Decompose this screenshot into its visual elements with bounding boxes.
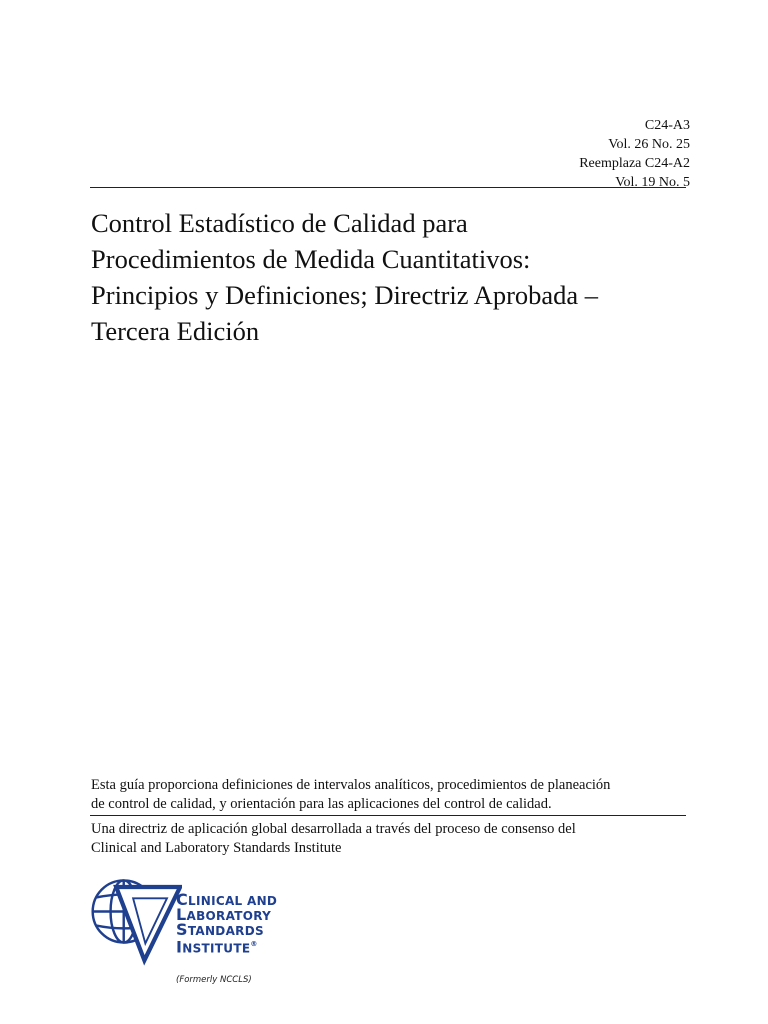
description-line: Esta guía proporciona definiciones de intervalos analíticos, procedimientos de planeación	[91, 777, 611, 793]
middle-divider	[90, 815, 686, 816]
logo-line-4: INSTITUTE®	[176, 937, 258, 957]
document-replaces-volume: Vol. 19 No. 5	[615, 175, 690, 190]
document-description	[91, 776, 691, 814]
logo-line-2: LABORATORY	[176, 905, 272, 924]
document-replaces: Reemplaza C24-A2	[579, 156, 690, 171]
title-line: Procedimientos de Medida Cuantitativos:	[91, 244, 531, 274]
document-identifier-block	[579, 116, 690, 192]
title-line: Control Estadístico de Calidad para	[91, 208, 468, 238]
document-volume: Vol. 26 No. 25	[608, 137, 690, 152]
logo-line-3: STANDARDS	[176, 920, 264, 939]
consensus-line: Clinical and Laboratory Standards Institute	[91, 840, 342, 856]
consensus-statement	[91, 820, 691, 858]
consensus-line: Una directriz de aplicación global desarrollada a través del proceso de consenso del	[91, 821, 576, 837]
clsi-logo	[88, 870, 328, 970]
top-divider	[90, 187, 686, 188]
logo-wordmark	[176, 890, 278, 957]
title-line: Principios y Definiciones; Directriz Aprobada –	[91, 280, 599, 310]
globe-triangle-logo-icon	[88, 872, 182, 966]
description-line: de control de calidad, y orientación para las aplicaciones del control de calidad.	[91, 796, 552, 812]
logo-line-1: CLINICAL AND	[176, 890, 278, 909]
formerly-note: (Formerly NCCLS)	[176, 975, 252, 985]
document-title	[91, 205, 691, 349]
document-code: C24-A3	[644, 118, 690, 133]
title-line: Tercera Edición	[91, 316, 260, 346]
